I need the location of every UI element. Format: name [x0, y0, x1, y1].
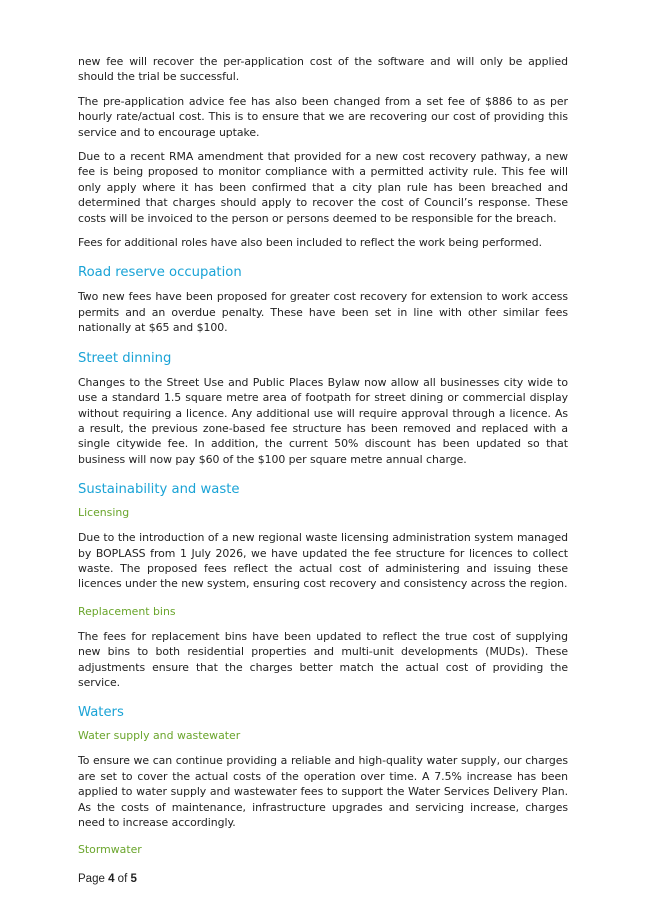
paragraph: The fees for replacement bins have been updated to reflect the true cost of supplying new bins to both residential properties and multi-unit developments (MUDs). These adjustments ensure that the charges better match the actual cost of providing the service. — [78, 629, 568, 689]
section-heading-sustainability: Sustainability and waste — [78, 482, 240, 498]
paragraph: Due to the introduction of a new regional waste licensing administration system managed by BOPLASS from 1 July 2026, we have updated the fee structure for licences to collect waste. The proposed fees reflect the actual cost of administering and issuing these licences under the new system, ensuring cost recovery and consistency across the region. — [78, 531, 568, 591]
document-body — [78, 54, 568, 867]
paragraph: Fees for additional roles have also been included to reflect the work being performed. — [78, 236, 543, 250]
paragraph: The pre-application advice fee has also been changed from a set fee of $886 to as per hourly rate/actual cost. This is to ensure that we are recovering our cost of providing this service and to encourage uptake. — [78, 94, 568, 139]
paragraph: new fee will recover the per-application cost of the software and will only be applied should the trial be successful. — [78, 55, 568, 84]
paragraph: Due to a recent RMA amendment that provided for a new cost recovery pathway, a new fee is being proposed to monitor compliance with a permitted activity rule. This fee will only apply where it has been confirmed that a city plan rule has been breached and determined that charges should apply to recover the cost of Council’s response. These costs will be invoiced to the person or persons deemed to be responsible for the breach. — [78, 150, 568, 225]
page-label: Page — [78, 873, 105, 885]
subheading-water-supply: Water supply and wastewater — [78, 729, 241, 743]
section-heading-street-dining: Street dinning — [78, 350, 172, 366]
section-heading-waters: Waters — [78, 705, 124, 721]
of-label: of — [117, 873, 128, 885]
subheading-stormwater: Stormwater — [78, 843, 142, 857]
paragraph: Two new fees have been proposed for greater cost recovery for extension to work access permits and an overdue penalty. These have been set in line with other similar fees nationally at $65 and $100. — [78, 290, 568, 335]
subheading-replacement-bins: Replacement bins — [78, 604, 176, 618]
paragraph: To ensure we can continue providing a reliable and high-quality water supply, our charges are set to cover the actual costs of the operation over time. A 7.5% increase has been applied to water supply and wastewater fees to support the Water Services Delivery Plan. As the costs of maintenance, infrastructure upgrades and servicing increase, charges need to increase accordingly. — [78, 754, 568, 829]
current-page: 4 — [108, 873, 115, 885]
paragraph: Changes to the Street Use and Public Places Bylaw now allow all businesses city wide to use a standard 1.5 square metre area of footpath for street dining or commercial display without requiring a licence. Any additional use will require approval through a licence. As a result, the previous zone-based fee structure has been removed and replaced with a single citywide fee. In addition, the current 50% discount has been updated so that business will now pay $60 of the $100 per square metre annual charge. — [78, 375, 568, 466]
page-number — [78, 873, 137, 885]
subheading-licensing: Licensing — [78, 506, 130, 520]
section-heading-road-reserve: Road reserve occupation — [78, 265, 242, 281]
total-pages: 5 — [130, 873, 137, 885]
